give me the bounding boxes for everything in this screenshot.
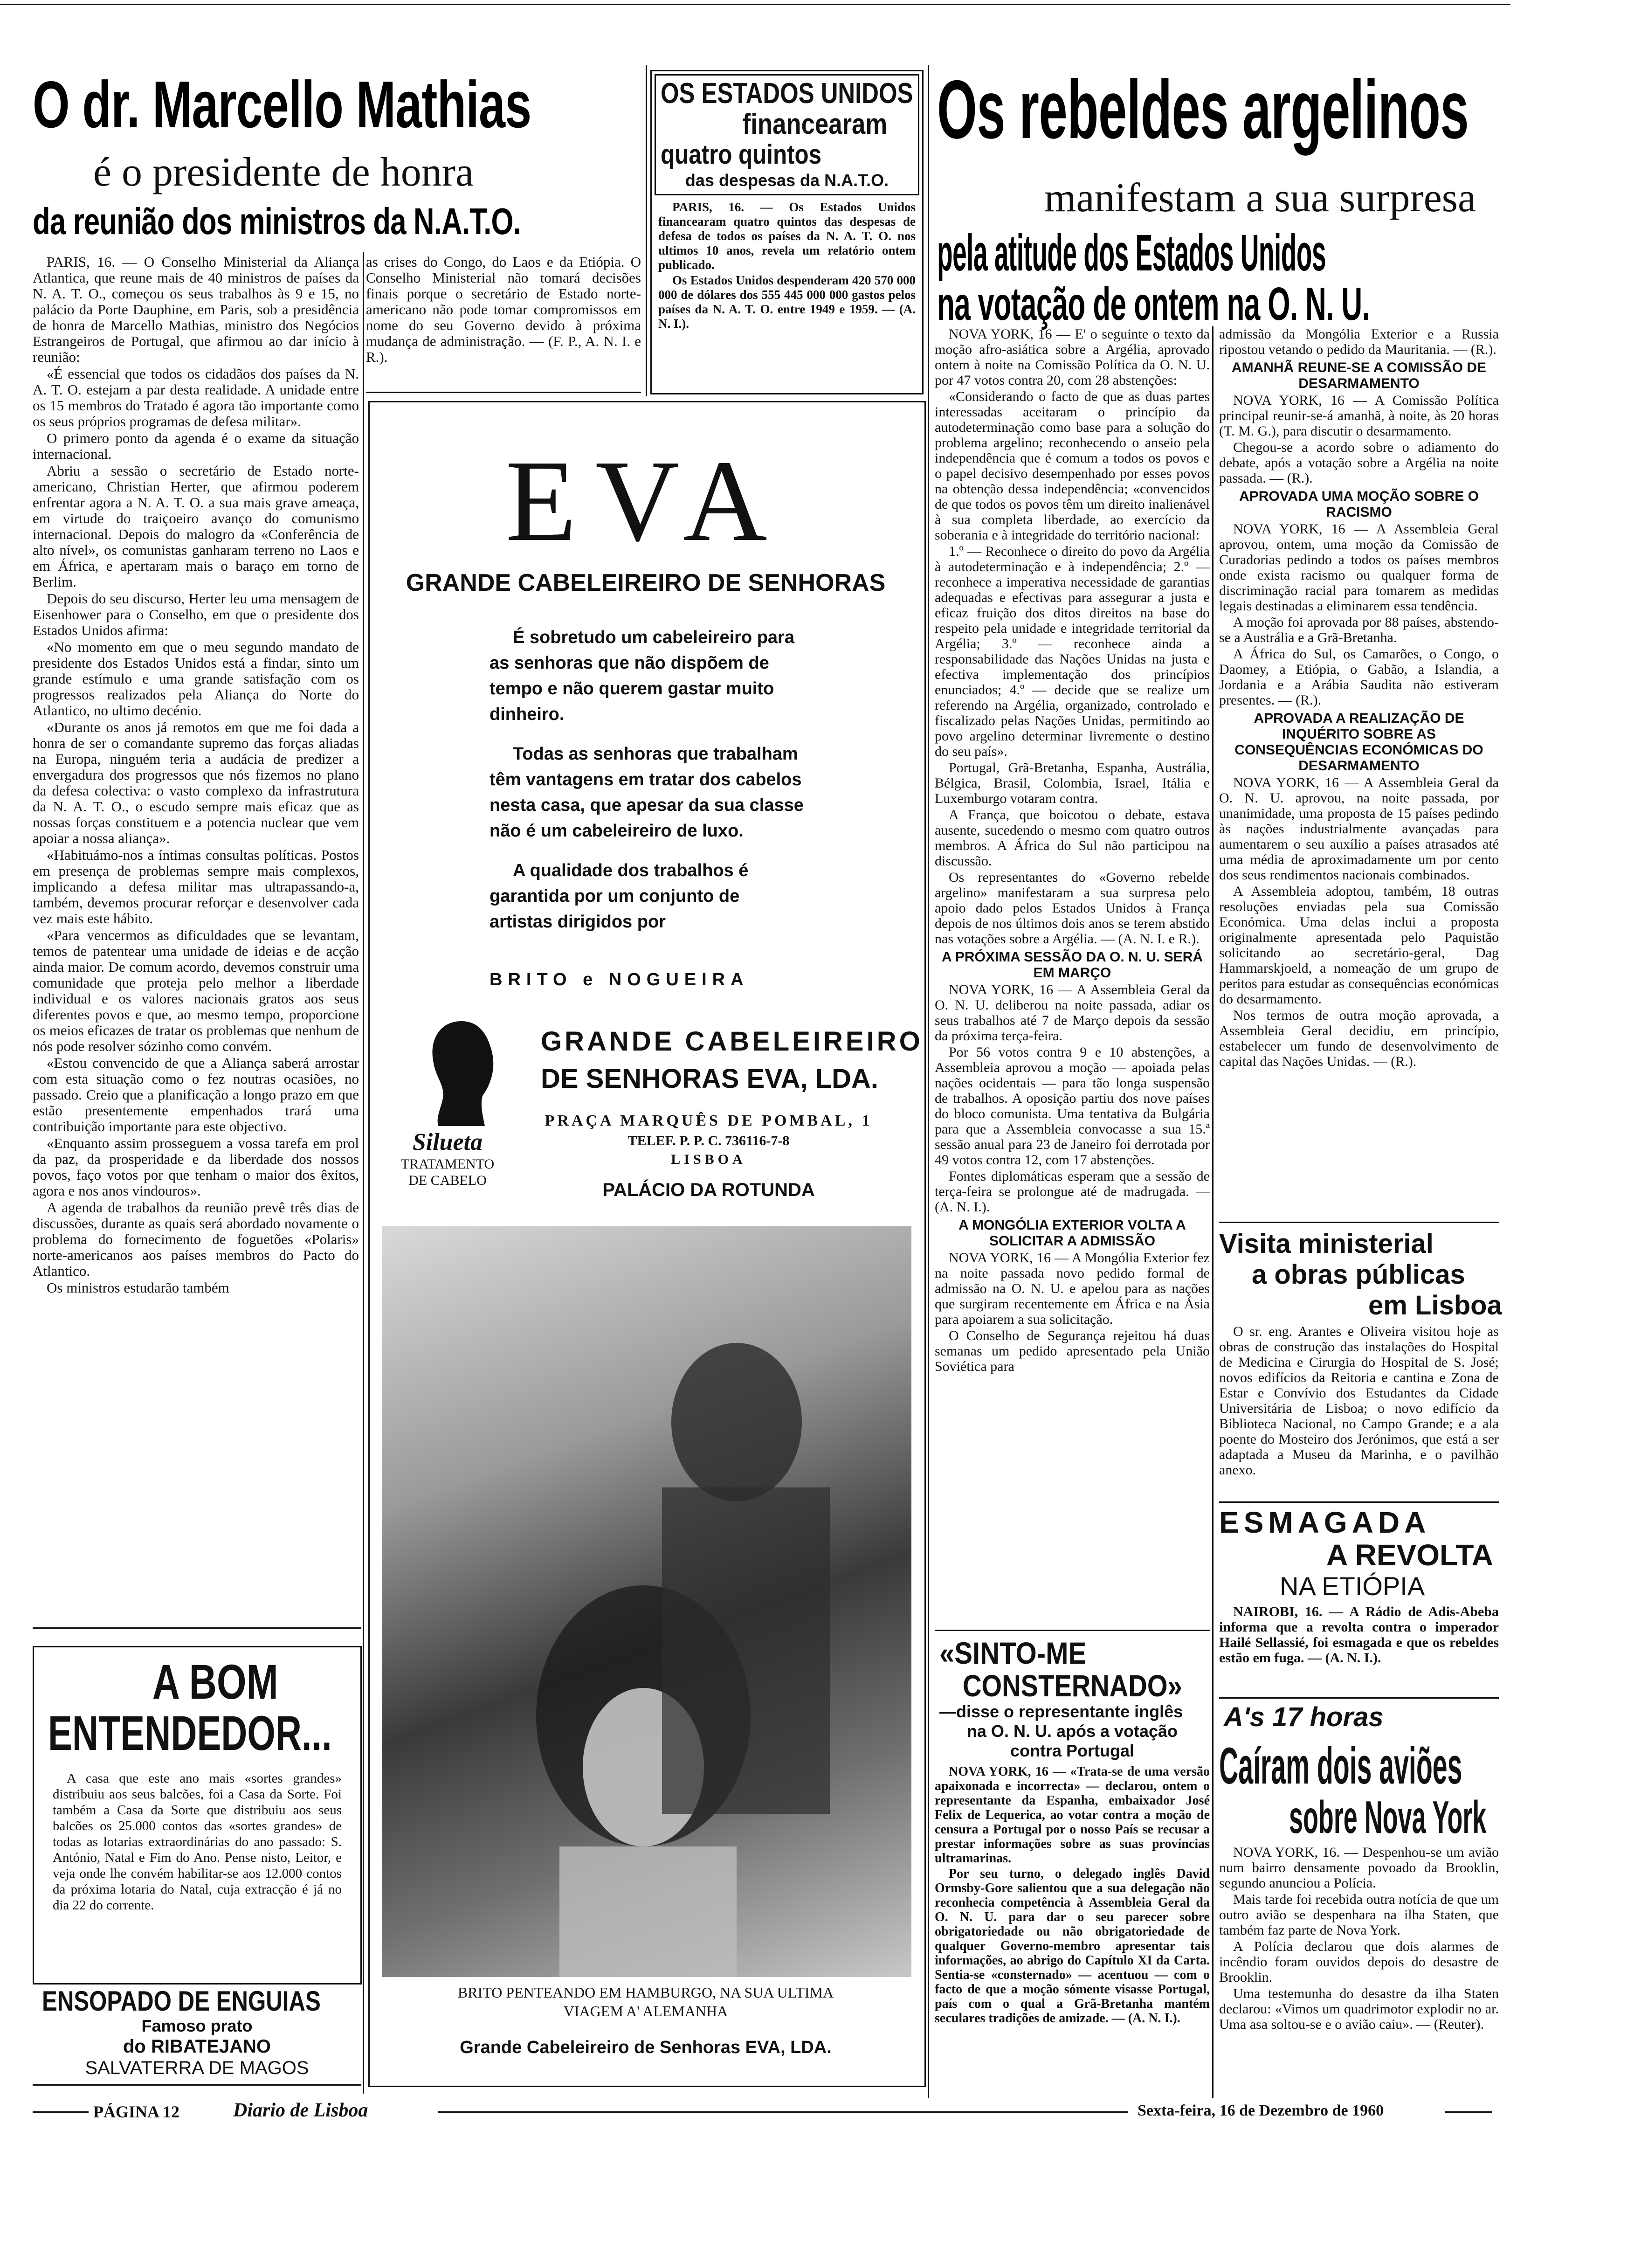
paragraph: PARIS, 16. — Os Estados Unidos financearam quatro quintos das despesas de defesa de todos os países da N. A. T. O. nos ultimos 10 anos, revela um relatório ontem publicado.: [658, 200, 916, 272]
avioes-headline-1: Caíram dois aviões: [1219, 1737, 1462, 1795]
eva-paragraph: É sobretudo um cabeleireiro para as senhoras que não dispõem de tempo e não querem gastar muito dinheiro.: [490, 628, 794, 724]
subhead: A PRÓXIMA SESSÃO DA O. N. U. SERÁ EM MARÇO: [941, 949, 1203, 981]
etiopia-headline-2: A REVOLTA: [1326, 1538, 1493, 1572]
eva-address-1: PRAÇA MARQUÊS DE POMBAL, 1: [545, 1112, 873, 1129]
paragraph: «Estou convencido de que a Aliança saberá arrostar com esta situação como o fez noutras ocasiões, no passado. Creio que a planificação a longo prazo em que estão presentemente empenhados trará uma contribuição importante para este objectivo.: [33, 1055, 359, 1134]
sinto-headline-2: CONSTERNADO»: [963, 1668, 1182, 1703]
photo-caption-2: VIAGEM A' ALEMANHA: [563, 2003, 728, 2019]
etiopia-body: NAIROBI, 16. — A Rádio de Adis-Abeba informa que a revolta contra o imperador Hailé Sellassié, foi esmagada e que os rebeldes estão em fuga. — (A. N. I.).: [1219, 1604, 1499, 1666]
paragraph: NOVA YORK, 16 — A Comissão Política principal reunir-se-á amanhã, à noite, às 20 horas (T. M. G.), para discutir o desarmamento.: [1219, 393, 1499, 439]
paragraph: A África do Sul, os Camarões, o Congo, o Daomey, a Etiópia, o Gabão, a Islandia, a Jordania e a Arábia Saudita não estiveram presentes. — (R.).: [1219, 646, 1499, 708]
sinto-block: [935, 1637, 1210, 2026]
rebeldes-headline-3: pela atitude dos Estados Unidos: [937, 224, 1326, 282]
subhead: APROVADA A REALIZAÇÃO DE INQUÉRITO SOBRE AS CONSEQUÊNCIAS ECONÓMICAS DO DESARMAMENTO: [1234, 711, 1483, 774]
footer-rule-mid: [438, 2111, 1128, 2113]
mathias-headline-2: é o presidente de honra: [93, 150, 474, 195]
mathias-headline-1: O dr. Marcello Mathias: [33, 68, 531, 142]
avioes-body: [1219, 1845, 1499, 2032]
nato-title-3: quatro quintos: [661, 139, 822, 170]
silhouette-sub-2: DE CABELO: [408, 1173, 487, 1188]
eva-paragraph: A qualidade dos trabalhos é garantida por um conjunto de artistas dirigidos por: [490, 861, 749, 932]
paragraph: admissão da Mongólia Exterior e a Russia ripostou vetando o pedido da Mauritania. — (R.).: [1219, 326, 1499, 357]
etiopia-block: [1219, 1506, 1499, 1666]
section-rule: [935, 1630, 1210, 1631]
rebeldes-headline-4: na votação de ontem na O. N. U.: [937, 278, 1370, 330]
visita-body: O sr. eng. Arantes e Oliveira visitou hoje as obras de construção das instalações do Hospital de Medicina e Cirurgia do Hospital de S. José; novos edifícios da Reitoria e cantina e Zona de Estar e Convívio dos Estudantes da Cidade Universitária de Lisboa; o novo edifício da Biblioteca Nacional, no Campo Grande; e a ala poente do Mosteiro dos Jerónimos, que está a ser adaptada a Museu da Marinha, e o pavilhão anexo.: [1219, 1324, 1499, 1478]
paragraph: NOVA YORK, 16. — Despenhou-se um avião num bairro densamente povoado da Brooklin, segundo anunciou a Polícia.: [1219, 1845, 1499, 1891]
subhead: APROVADA UMA MOÇÃO SOBRE O RACISMO: [1239, 489, 1479, 520]
etiopia-headline-1: ESMAGADA: [1219, 1506, 1431, 1539]
subhead: AMANHÃ REUNE-SE A COMISSÃO DE DESARMAMENTO: [1231, 360, 1487, 391]
eva-company-1: GRANDE CABELEIREIRO: [541, 1026, 923, 1057]
paragraph: «Habituámo-nos a íntimas consultas políticas. Postos em presença de problemas sempre mais complexos, implicando a defesa militar mas ultrapassando-a, também, devemos procurar reforçar e desenvolver cada vez mais este hábito.: [33, 847, 359, 927]
paragraph: Os Estados Unidos despenderam 420 570 000 000 de dólares dos 555 445 000 000 gastos pelos países da N. A. T. O. entre 1949 e 1959. — (A. N. I.).: [658, 273, 916, 331]
paragraph: «É essencial que todos os cidadãos dos países da N. A. T. O. estejam a par desta realidade. A unidade entre os 15 membros do Tratado é agora tão importante como os seus próprios programas de defesa militar».: [33, 366, 359, 429]
column-rule: [363, 252, 364, 2094]
rebeldes-column-a: [935, 326, 1210, 1375]
hairdresser-photo: [382, 1226, 911, 1977]
eva-tagline: GRANDE CABELEIREIRO DE SENHORAS: [406, 569, 886, 596]
sinto-deck-1: —disse o representante inglês: [939, 1702, 1183, 1721]
nato-box: [650, 70, 924, 394]
bom-body: A casa que este ano mais «sortes grandes» distribuiu aos seus balcões, foi a Casa da Sorte. Foi também a Casa da Sorte que distribuiu aos seus balcões os 25.000 contos das «sortes grandes» de todas as lotarias extraordinárias do ano passado: S. António, Natal e Fim do Ano. Pense nisto, Leitor, e veja onde lhe convém habilitar-se aos 12.000 contos da próxima lotaria do Natal, cuja extracção é já no dia 22 do corrente.: [53, 1771, 342, 1913]
visita-headline-3: em Lisboa: [1368, 1290, 1502, 1321]
paragraph: A França, que boicotou o debate, estava ausente, sucedendo o mesmo com quatro outros membros. A África do Sul não participou na discussão.: [935, 807, 1210, 869]
eva-brand: EVA: [505, 436, 786, 566]
paragraph: «Enquanto assim prosseguem a vossa tarefa em prol da paz, da prosperidade e da liberdade dos nossos povos, faço votos por que tenham o maior dos êxitos, agora e nos anos vindouros».: [33, 1135, 359, 1199]
enguias-line-3: SALVATERRA DE MAGOS: [85, 2058, 309, 2078]
paragraph: «Considerando o facto de que as duas partes interessadas aceitaram o princípio da autodeterminação como base para a solução do problema argelino; reconhecendo o anseio pela independência que é comum a todos os povos e o papel decisivo desempenhado por esses povos na obtenção dessa independência; «convencidos de que todos os povos têm um direito inalienável à sua completa liberdade, ao exercício da soberania e à integridade do território nacional:: [935, 389, 1210, 543]
mathias-column-2: [366, 254, 641, 366]
paragraph: «Durante os anos já remotos em que me foi dada a honra de ser o comandante supremo das forças aliadas na Europa, ninguém teria a audácia de predizer a envergadura dos progressos que nós fizemos no plano da defesa colectiva: o vasto complexo da infrastrutura da N. A. T. O., o escudo sempre mais eficaz que as nossas forças constituem e a potencia nuclear que vem apoiar a nossa aliança».: [33, 719, 359, 846]
paragraph: Os ministros estudarão também: [47, 1279, 229, 1296]
nato-body: [658, 200, 916, 331]
visita-block: [1219, 1229, 1502, 1478]
paragraph: Fontes diplomáticas esperam que a sessão de terça-feira se prolongue até de madrugada. — (A. N. I.).: [935, 1169, 1210, 1215]
paragraph: A agenda de trabalhos da reunião prevê três dias de discussões, durante as quais será abordado novamente o problema do fornecimento de foguetões «Polaris» norte-americanos aos países membros do Pacto do Atlantico.: [33, 1199, 359, 1279]
paragraph: Portugal, Grã-Bretanha, Espanha, Austrália, Bélgica, Brasil, Colombia, Israel, Itália e Luxemburgo votaram contra.: [935, 760, 1210, 806]
paragraph: NOVA YORK, 16 — A Assembleia Geral aprovou, ontem, uma moção da Comissão de Curadorias pedindo a todos os países membros onde exista racismo ou qualquer forma de discriminação racial para tomarem as medidas legais destinadas a eliminarem essa tendência.: [1219, 521, 1499, 614]
column-rule: [646, 65, 647, 396]
eva-paragraph: Todas as senhoras que trabalham têm vantagens em tratar dos cabelos nesta casa, que apesar da sua classe não é um cabeleireiro de luxo.: [490, 744, 804, 841]
sinto-body: [935, 1764, 1210, 2026]
section-rule: [33, 1627, 361, 1629]
sinto-deck-3: contra Portugal: [1010, 1741, 1135, 1760]
eva-address-3: LISBOA: [671, 1152, 746, 1167]
paragraph: «No momento em que o meu segundo mandato de presidente dos Estados Unidos está a findar, sinto um grande estímulo e uma grande satisfação com os progressos realizados pela Aliança do Norte do Atlantico, no ultimo decénio.: [33, 639, 359, 719]
paragraph: «Para vencermos as dificuldades que se levantam, temos de patentear uma unidade de ideias e de acção ainda maior. De comum acordo, devemos construir uma comunidade que proteja pelo melhor a liberdade individual e os valores nacionais gratos aos seus diferentes povos e que, ao mesmo tempo, proporcione os meios eficazes de tratar os problemas que nenhum de nós pode resolver sózinho como convém.: [33, 927, 359, 1054]
eva-address-2: TELEF. P. P. C. 736116-7-8: [627, 1133, 790, 1148]
section-rule: [1219, 1697, 1499, 1699]
paper-name: Diario de Lisboa: [233, 2100, 368, 2121]
photo-caption-1: BRITO PENTEANDO EM HAMBURGO, NA SUA ULTIMA: [457, 1984, 834, 2001]
section-rule: [1219, 1501, 1499, 1503]
paragraph: A moção foi aprovada por 88 países, abstendo-se a Austrália e a Grã-Bretanha.: [1219, 615, 1499, 645]
nato-title-2: financearam: [742, 108, 888, 140]
etiopia-headline-3: NA ETIÓPIA: [1280, 1571, 1425, 1601]
silhouette-logo-text: Silueta: [412, 1129, 483, 1155]
paragraph: O Conselho de Segurança rejeitou há duas semanas um pedido apresentado pela União Soviética para: [935, 1328, 1210, 1374]
avioes-block: [1219, 1702, 1499, 2033]
paragraph: NOVA YORK, 16 — A Assembleia Geral da O. N. U. aprovou, na noite passada, por unanimidade, uma proposta de 15 países pedindo às nações industrialmente avançadas para aumentarem o seu auxílio a países atrasados até uma média de aproximadamente um por cento dos seus rendimentos nacionais combinados.: [1219, 775, 1499, 883]
paragraph: Por 56 votos contra 9 e 10 abstenções, a Assembleia aprovou a moção — apoiada pelas nações ocidentais — para tão longa suspensão de trabalhos. A oposição partiu dos nove países do bloco comunista. Uma tentativa da Bulgária para que a Assembleia convocasse a sua 15.ª sessão anual para 23 de Janeiro foi derrotada por 49 votos contra 12, com 17 abstenções.: [935, 1044, 1210, 1168]
footer-rule-left: [33, 2111, 89, 2113]
sinto-deck-2: na O. N. U. após a votação: [966, 1722, 1178, 1741]
nato-title-4: das despesas da N.A.T.O.: [685, 171, 889, 190]
paragraph: A Polícia declarou que dois alarmes de incêndio foram ouvidos depois do desastre de Brooklin.: [1219, 1939, 1499, 1985]
enguias-ad: [33, 1986, 361, 2086]
bom-title-1: A BOM: [152, 1655, 278, 1709]
paragraph: PARIS, 16. — O Conselho Ministerial da Aliança Atlantica, que reune mais de 40 ministros de países da N. A. T. O., começou os seus trabalhos às 9 e 15, no palácio da Porte Dauphine, em Paris, sob a presidência de honra de Marcello Mathias, ministro dos Negócios Estrangeiros de Portugal, que afirmou ao dar início à reunião:: [33, 254, 359, 365]
paragraph: NOVA YORK, 16 — A Mongólia Exterior fez na noite passada novo pedido formal de admissão na O. N. U. e apelou para as nações que surgiram recentemente em África e na Ásia para apoiarem a sua solicitação.: [935, 1250, 1210, 1327]
nato-title-1: OS ESTADOS UNIDOS: [661, 77, 913, 110]
paragraph: Mais tarde foi recebida outra notícia de que um outro avião se despenhara na ilha Staten, que também faz parte de Nova York.: [1219, 1892, 1499, 1938]
enguias-line-1: Famoso prato: [141, 2016, 253, 2035]
rebeldes-headline-1: Os rebeldes argelinos: [937, 63, 1469, 156]
paragraph: NOVA YORK, 16 — E' o seguinte o texto da moção afro-asiática sobre a Argélia, aprovado ontem à noite na Comissão Política da O. N. U. por 47 votos contra 20, com 28 abstenções:: [935, 326, 1210, 388]
eva-text: [490, 625, 807, 935]
footer-rule-right: [1445, 2111, 1492, 2113]
paragraph: NOVA YORK, 16 — A Assembleia Geral da O. N. U. deliberou na noite passada, adiar os seus trabalhos até 7 de Março depois da sessão da próxima terça-feira.: [935, 982, 1210, 1044]
paragraph: Os representantes do «Governo rebelde argelino» manifestaram a sua surpresa pelo apoio dado pelos Estados Unidos à França depois de nos últimos dois anos se terem abstido nas votações sobre a Argélia. — (A. N. I. e R.).: [935, 870, 1210, 947]
enguias-title: ENSOPADO DE ENGUIAS: [42, 1985, 321, 2017]
enguias-line-2: do RIBATEJANO: [123, 2036, 271, 2057]
paragraph: Uma testemunha do desastre da ilha Staten declarou: «Vimos um quadrimotor explodir no ar. Uma asa soltou-se e o avião caiu». — (Reuter).: [1219, 1986, 1499, 2032]
paragraph: 1.º — Reconhece o direito do povo da Argélia à autodeterminação e à independência; 2.º — reconhece a imperativa necessidade de garantias adequadas e efectivas para assegurar a justa e eficaz fruição dos ditos direitos na base do respeito pela unidade e integridade territorial da Argélia; 3.º — reconhece ainda a responsabilidade das Nações Unidas na justa e efectiva implementação dos princípios enunciados; 4.º — decide que se realize um referendo na Argélia, organizado, controlado e fiscalizado pelas Nações Unidas, permitindo ao povo argelino determinar livremente o destino do seu país».: [935, 544, 1210, 759]
page-label: PÁGINA 12: [93, 2102, 180, 2121]
paragraph: Por seu turno, o delegado inglês David Ormsby-Gore salientou que a sua delegação não reconhecia competência à Assembleia Geral da O. N. U. para dar o seu parecer sobre obrigatoriedade ou não obrigatoriedade de qualquer Governo-membro apresentar tais informações, ao abrigo do Capítulo XI da Carta. Sentia-se «consternado» — acentuou — com o facto de que a moção sómente visasse Portugal, país com o qual a Grã-Bretanha mantém seculares tradições de amizade. — (A. N. I.).: [935, 1867, 1210, 2026]
paragraph: Chegou-se a acordo sobre o adiamento do debate, após a votação sobre a Argélia na noite passada. — (R.).: [1219, 440, 1499, 486]
visita-headline-1: Visita ministerial: [1219, 1229, 1434, 1259]
silhouette-sub-1: TRATAMENTO: [400, 1156, 495, 1172]
avioes-kicker: A's 17 horas: [1224, 1702, 1384, 1732]
paragraph: as crises do Congo, do Laos e da Etiópia. O Conselho Ministerial não tomará decisões finais porque o secretário de Estado norte-americano não pode tomar compromissos em nome do seu Governo devido à próxima mudança de administração. — (F. P., A. N. I. e R.).: [366, 254, 641, 365]
rebeldes-headline-2: manifestam a sua surpresa: [1044, 175, 1476, 221]
eva-company-2: DE SENHORAS EVA, LDA.: [541, 1064, 879, 1094]
eva-names: BRITO e NOGUEIRA: [490, 970, 749, 989]
visita-headline-2: a obras públicas: [1252, 1259, 1465, 1290]
paragraph: NOVA YORK, 16 — «Trata-se de uma versão apaixonada e incorrecta» — declarou, ontem o representante da Espanha, embaixador José Felix de Lequerica, ao votar contra a moção de censura a Portugal por o nosso País se recusar a prestar informações sobre as suas províncias ultramarinas.: [935, 1764, 1210, 1866]
top-rule: [0, 4, 1510, 5]
bom-title-2: ENTENDEDOR...: [48, 1706, 332, 1761]
eva-address-4: PALÁCIO DA ROTUNDA: [602, 1180, 815, 1200]
page-date: Sexta-feira, 16 de Dezembro de 1960: [1138, 2102, 1384, 2119]
bom-entendedor-ad: [33, 1646, 362, 1984]
paragraph: O primero ponto da agenda é o exame da situação internacional.: [33, 430, 359, 462]
section-rule: [1219, 1222, 1499, 1223]
paragraph: Abriu a sessão o secretário de Estado norte-americano, Christian Herter, que afirmou poderem enfrentar agora a N. A. T. O. a sua mais grave ameaça, em virtude do traiçoeiro avanço do comunismo internacional. Depois do malogro da «Conferência de alto nível», os comunistas ganharam terreno no Laos e em África, e apertaram mais o baraço em torno de Berlim.: [33, 463, 359, 590]
rebeldes-column-b: [1219, 326, 1499, 1070]
sinto-headline-1: «SINTO-ME: [939, 1636, 1087, 1670]
subhead: A MONGÓLIA EXTERIOR VOLTA A SOLICITAR A ADMISSÃO: [958, 1217, 1186, 1249]
mathias-column-1: [33, 254, 359, 1297]
column-rule: [928, 65, 929, 2098]
column-rule: [1212, 326, 1214, 2098]
mathias-headline-3: da reunião dos ministros da N.A.T.O.: [33, 201, 521, 242]
paragraph: Depois do seu discurso, Herter leu uma mensagem de Eisenhower para o Conselho, em que o presidente dos Estados Unidos afirma:: [33, 590, 359, 638]
section-rule: [366, 392, 641, 393]
silhouette-logo-icon: [410, 1016, 513, 1128]
eva-footer: Grande Cabeleireiro de Senhoras EVA, LDA.: [460, 2038, 832, 2057]
paragraph: Nos termos de outra moção aprovada, a Assembleia Geral decidiu, em princípio, estabelecer um fundo de desenvolvimento de capital das Nações Unidas. — (R.).: [1219, 1008, 1499, 1069]
paragraph: A Assembleia adoptou, também, 18 outras resoluções enviadas pela sua Comissão Económica. Uma delas inclui a proposta originalmente apresentada pelo Paquistão solicitando ao secretário-geral, Dag Hammarskjoeld, a nomeação de um grupo de peritos para estudar as consequências económicas do desarmamento.: [1219, 884, 1499, 1007]
avioes-headline-2: sobre Nova York: [1289, 1791, 1487, 1843]
